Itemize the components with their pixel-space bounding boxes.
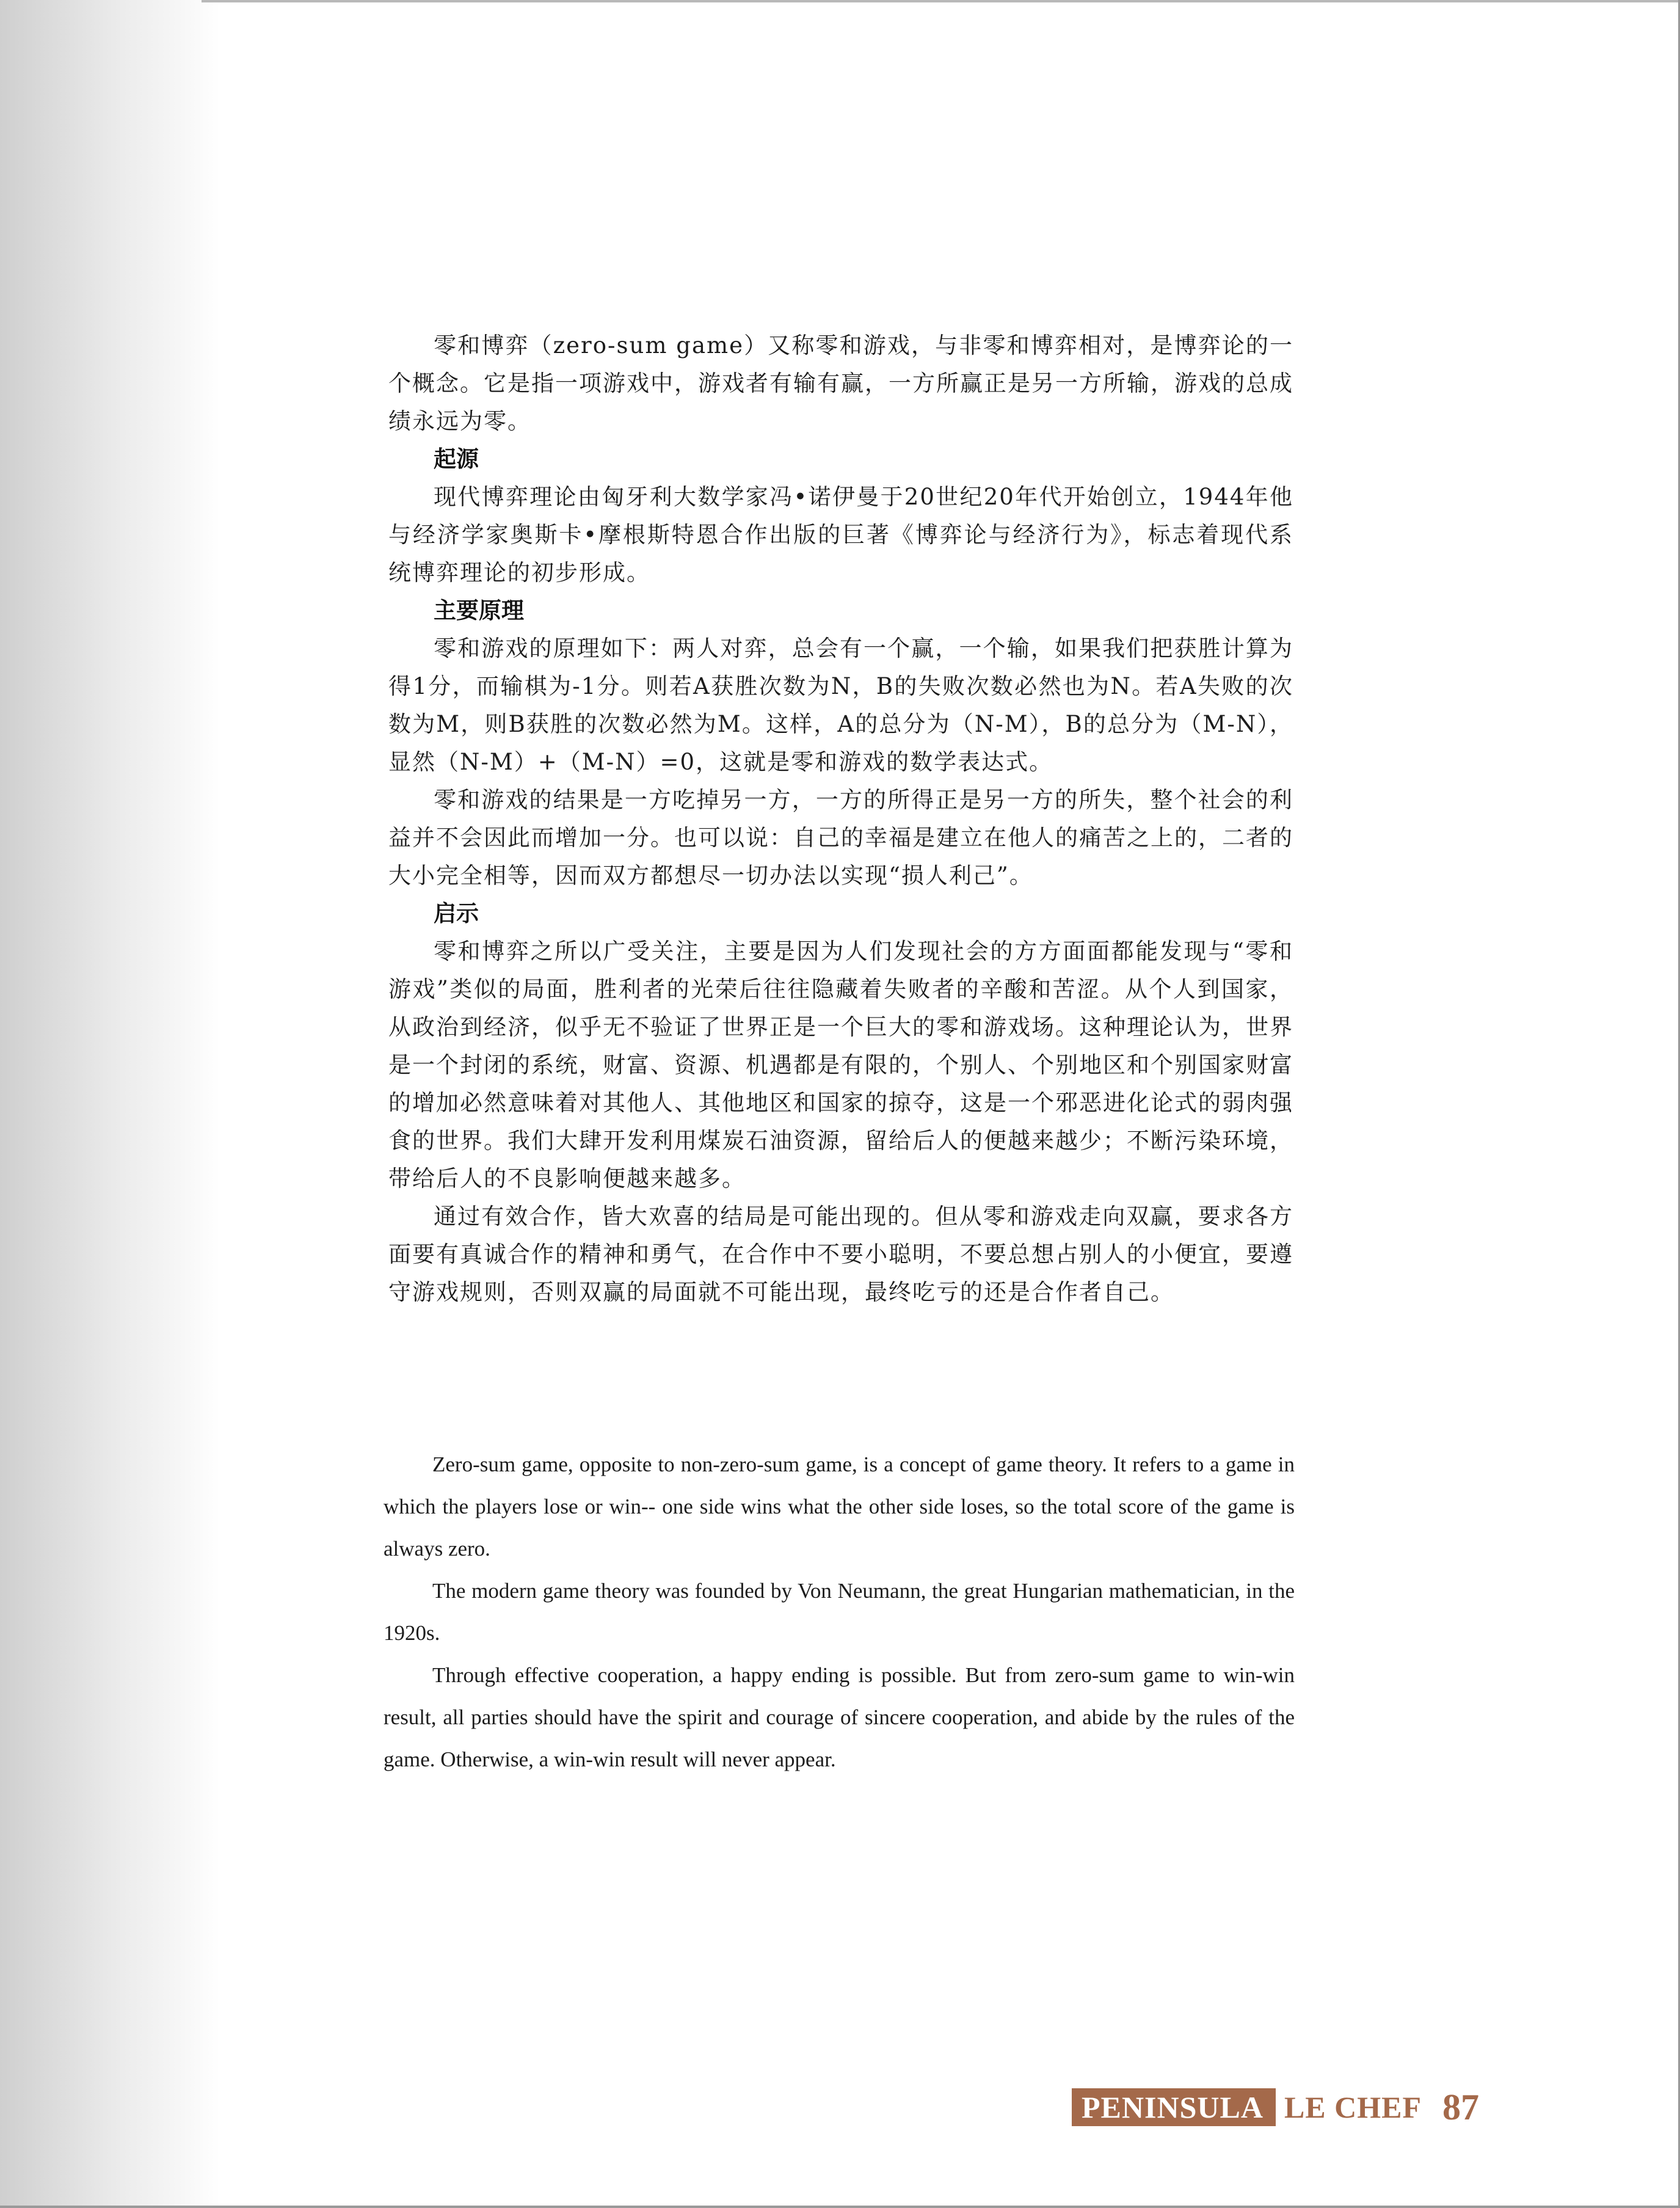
principle-heading: 主要原理 — [434, 597, 524, 624]
intro-paragraph: 零和博弈（zero-sum game）又称零和游戏，与非零和博弈相对，是博弈论的一个概念。它是指一项游戏中，游戏者有输有赢，一方所赢正是另一方所输，游戏的总成绩永远为零。 — [388, 332, 1293, 434]
english-paragraph-2: The modern game theory was founded by Von Neumann, the great Hungarian mathematician, in the 1920s. — [384, 1579, 1295, 1645]
brand-name-box: PENINSULA — [1072, 2088, 1276, 2126]
page-number: 87 — [1442, 2087, 1480, 2127]
origin-paragraph: 现代博弈理论由匈牙利大数学家冯•诺伊曼于20世纪20年代开始创立，1944年他与经济学家奥斯卡•摩根斯特恩合作出版的巨著《博弈论与经济行为》，标志着现代系统博弈理论的初步形成。 — [388, 484, 1293, 586]
principle-paragraph-2: 零和游戏的结果是一方吃掉另一方，一方的所得正是另一方的所失，整个社会的利益并不会因此而增加一分。也可以说：自己的幸福是建立在他人的痛苦之上的，二者的大小完全相等，因而双方都想尽一切办法以实现“损人利己”。 — [388, 787, 1293, 889]
insight-paragraph-2: 通过有效合作，皆大欢喜的结局是可能出现的。但从零和游戏走向双赢，要求各方面要有真诚合作的精神和勇气，在合作中不要小聪明，不要总想占别人的小便宜，要遵守游戏规则，否则双赢的局面就不可能出现，最终吃亏的还是合作者自己。 — [388, 1203, 1293, 1305]
english-paragraph-1: Zero-sum game, opposite to non-zero-sum game, is a concept of game theory. It refers to a game in which the players lose or win-- one side wins what the other side loses, so the total score of the game is always zero. — [384, 1452, 1295, 1561]
chinese-article — [388, 327, 1293, 1311]
brand-name-secondary: LE CHEF — [1284, 2090, 1422, 2124]
english-article — [384, 1443, 1295, 1780]
principle-paragraph-1: 零和游戏的原理如下：两人对弈，总会有一个赢，一个输，如果我们把获胜计算为得1分，而输棋为-1分。则若A获胜次数为N，B的失败次数必然也为N。若A失败的次数为M，则B获胜的次数必然为M。这样，A的总分为（N-M），B的总分为（M-N），显然（N-M）+（M-N）=0，这就是零和游戏的数学表达式。 — [388, 635, 1293, 775]
page-footer — [1072, 2088, 1479, 2127]
insight-heading: 启示 — [434, 900, 479, 927]
bottom-page-edge — [0, 2206, 1680, 2208]
top-rule — [202, 0, 1680, 2]
origin-heading: 起源 — [434, 446, 479, 472]
english-paragraph-3: Through effective cooperation, a happy ending is possible. But from zero-sum game to win-win result, all parties should have the spirit and courage of sincere cooperation, and abide by the rules of the game. Otherwise, a win-win result will never appear. — [384, 1663, 1295, 1771]
insight-paragraph-1: 零和博弈之所以广受关注，主要是因为人们发现社会的方方面面都能发现与“零和游戏”类似的局面，胜利者的光荣后往往隐藏着失败者的辛酸和苦涩。从个人到国家，从政治到经济，似乎无不验证了世界正是一个巨大的零和游戏场。这种理论认为，世界是一个封闭的系统，财富、资源、机遇都是有限的，个别人、个别地区和个别国家财富的增加必然意味着对其他人、其他地区和国家的掠夺，这是一个邪恶进化论式的弱肉强食的世界。我们大肆开发利用煤炭石油资源，留给后人的便越来越少；不断污染环境，带给后人的不良影响便越来越多。 — [388, 938, 1293, 1192]
